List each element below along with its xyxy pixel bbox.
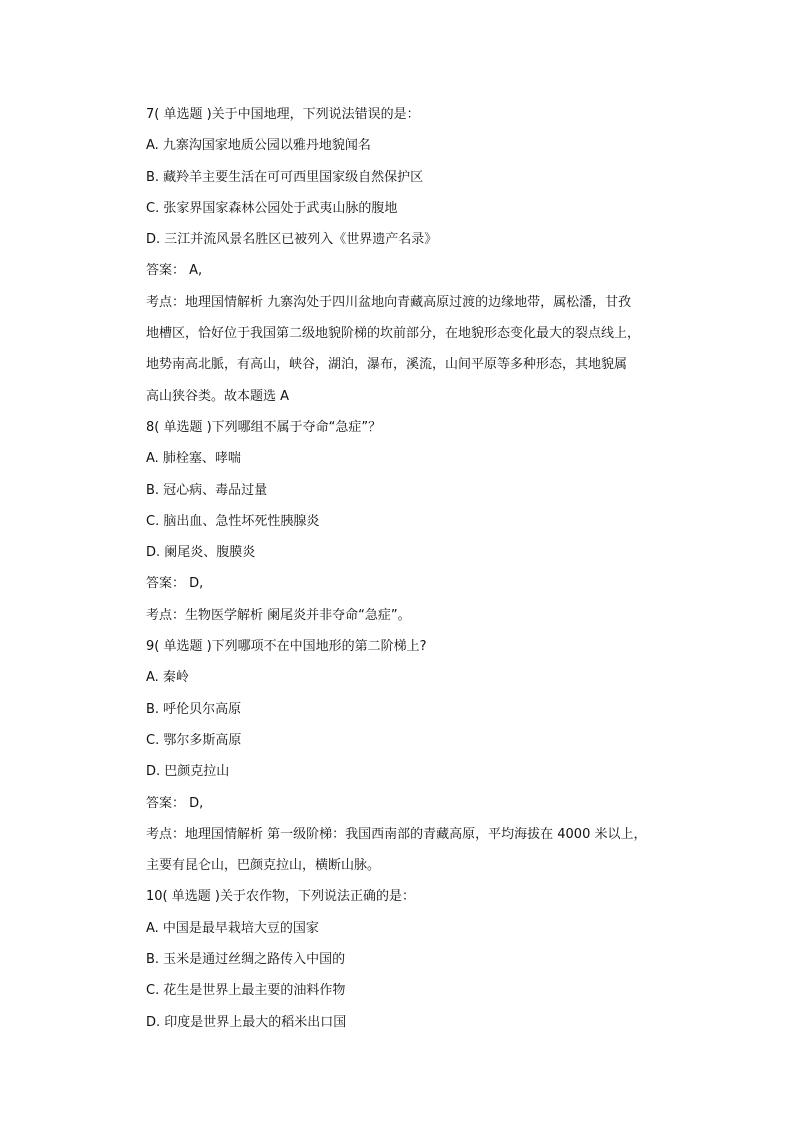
option-d: D. 阑尾炎、腹膜炎 xyxy=(146,545,256,561)
explanation xyxy=(146,600,686,631)
question-stem: 7( 单选题 )关于中国地理，下列说法错误的是： xyxy=(146,107,420,122)
explanation-line: 地槽区，恰好位于我国第二级地貌阶梯的坎前部分，在地貌形态变化最大的裂点线上， xyxy=(146,326,641,342)
option-d: D. 巴颜克拉山 xyxy=(146,764,230,780)
option-d: D. 印度是世界上最大的稻米出口国 xyxy=(146,1014,347,1030)
explanation-line: 考点：生物医学解析 阑尾炎并非夺命“急症”。 xyxy=(146,607,411,623)
question-list xyxy=(146,99,686,1038)
option-b: B. 玉米是通过丝绸之路传入中国的 xyxy=(146,952,346,968)
question-stem: 10( 单选题 )关于农作物，下列说法正确的是： xyxy=(146,889,415,905)
option-d: D. 三江并流风景名胜区已被列入《世界遗产名录》 xyxy=(146,232,438,248)
explanation-line: 考点：地理国情解析 九寨沟处于四川盆地向青藏高原过渡的边缘地带，属松潘，甘孜 xyxy=(146,294,632,310)
question-9 xyxy=(146,631,686,881)
question-8 xyxy=(146,412,686,631)
explanation xyxy=(146,819,686,882)
question-10 xyxy=(146,881,686,1037)
option-a: A. 中国是最早栽培大豆的国家 xyxy=(146,920,319,936)
option-c: C. 张家界国家森林公园处于武夷山脉的腹地 xyxy=(146,200,398,216)
explanation-line: 考点：地理国情解析 第一级阶梯：我国西南部的青藏高原，平均海拔在 4000 米以上， xyxy=(146,826,647,842)
option-c: C. 脑出血、急性坏死性胰腺炎 xyxy=(146,513,320,529)
question-stem: 8( 单选题 )下列哪组不属于夺命“急症”？ xyxy=(146,419,382,435)
option-b: B. 冠心病、毒品过量 xyxy=(146,482,268,498)
option-a: A. 秦岭 xyxy=(146,670,189,686)
option-b: B. 呼伦贝尔高原 xyxy=(146,701,242,717)
option-a: A. 九寨沟国家地质公园以雅丹地貌闻名 xyxy=(146,138,371,154)
answer: 答案： D, xyxy=(146,576,204,592)
explanation-line: 主要有昆仑山，巴颜克拉山，横断山脉。 xyxy=(146,858,381,874)
question-7 xyxy=(146,99,686,412)
option-a: A. 肺栓塞、哮喘 xyxy=(146,451,241,467)
answer: 答案： D, xyxy=(146,795,204,811)
option-b: B. 藏羚羊主要生活在可可西里国家级自然保护区 xyxy=(146,169,424,185)
explanation-line: 高山狭谷类。故本题选 A xyxy=(146,388,290,404)
option-c: C. 鄂尔多斯高原 xyxy=(146,732,242,748)
question-stem: 9( 单选题 )下列哪项不在中国地形的第二阶梯上? xyxy=(146,639,427,655)
option-c: C. 花生是世界上最主要的油料作物 xyxy=(146,983,346,999)
answer: 答案： A, xyxy=(146,263,203,279)
explanation-line: 地势南高北脈，有高山，峡谷，湖泊，瀑布，溪流，山间平原等多种形态，其地貌属 xyxy=(146,357,628,373)
explanation xyxy=(146,287,686,412)
